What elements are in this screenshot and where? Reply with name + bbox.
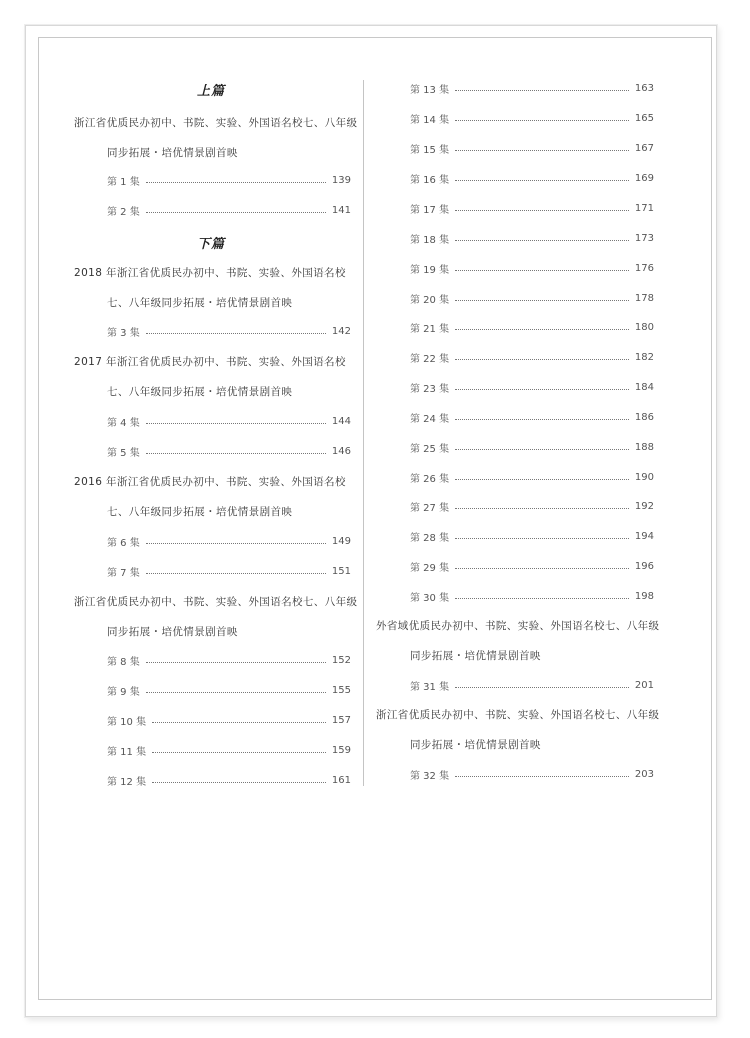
toc-entry-31[interactable] <box>410 677 654 693</box>
dot-leader <box>152 721 326 723</box>
toc-entry-14[interactable] <box>410 110 654 126</box>
episode-label: 第 14 集 <box>410 114 450 126</box>
dot-leader <box>455 179 629 181</box>
toc-entry-16[interactable] <box>410 170 654 186</box>
dot-leader <box>455 328 629 330</box>
dot-leader <box>455 269 629 271</box>
page-number: 163 <box>634 82 654 94</box>
episode-label: 第 28 集 <box>410 532 450 544</box>
toc-entry-4[interactable] <box>107 413 351 429</box>
toc-entry-21[interactable] <box>410 319 654 335</box>
episode-label: 第 21 集 <box>410 323 450 335</box>
episode-label: 第 17 集 <box>410 204 450 216</box>
page-number: 178 <box>634 292 654 304</box>
episode-label: 第 13 集 <box>410 84 450 96</box>
episode-label: 第 4 集 <box>107 417 140 429</box>
dot-leader <box>455 448 629 450</box>
page-number: 203 <box>634 768 654 780</box>
page-number: 165 <box>634 112 654 124</box>
dot-leader <box>455 89 629 91</box>
episode-label: 第 11 集 <box>107 746 147 758</box>
episode-label: 第 26 集 <box>410 473 450 485</box>
episode-label: 第 19 集 <box>410 264 450 276</box>
episode-label: 第 32 集 <box>410 770 450 782</box>
section-heading-line2: 七、八年级同步拓展・培优情景剧首映 <box>107 386 293 398</box>
toc-entry-2[interactable] <box>107 202 351 218</box>
section-heading-line1: 外省域优质民办初中、书院、实验、外国语名校七、八年级 <box>376 620 660 632</box>
toc-entry-19[interactable] <box>410 260 654 276</box>
toc-entry-25[interactable] <box>410 439 654 455</box>
episode-label: 第 27 集 <box>410 502 450 514</box>
episode-label: 第 15 集 <box>410 144 450 156</box>
toc-entry-1[interactable] <box>107 172 351 188</box>
toc-entry-5[interactable] <box>107 443 351 459</box>
page-number: 176 <box>634 262 654 274</box>
episode-label: 第 29 集 <box>410 562 450 574</box>
episode-label: 第 30 集 <box>410 592 450 604</box>
toc-entry-6[interactable] <box>107 533 351 549</box>
dot-leader <box>455 149 629 151</box>
toc-entry-24[interactable] <box>410 409 654 425</box>
episode-label: 第 23 集 <box>410 383 450 395</box>
toc-entry-22[interactable] <box>410 349 654 365</box>
episode-label: 第 18 集 <box>410 234 450 246</box>
page-number: 190 <box>634 471 654 483</box>
section-heading-line1: 浙江省优质民办初中、书院、实验、外国语名校七、八年级 <box>74 117 358 129</box>
dot-leader <box>455 686 629 688</box>
dot-leader <box>455 418 629 420</box>
section-heading-line1: 2016 年浙江省优质民办初中、书院、实验、外国语名校 <box>74 476 346 488</box>
dot-leader <box>455 775 629 777</box>
toc-entry-9[interactable] <box>107 682 351 698</box>
episode-label: 第 10 集 <box>107 716 147 728</box>
page-number: 161 <box>331 774 351 786</box>
dot-leader <box>146 661 326 663</box>
episode-label: 第 8 集 <box>107 656 140 668</box>
page-number: 149 <box>331 535 351 547</box>
page-number: 146 <box>331 445 351 457</box>
toc-entry-23[interactable] <box>410 379 654 395</box>
page-number: 188 <box>634 441 654 453</box>
page-number: 142 <box>331 325 351 337</box>
section-heading-line2: 同步拓展・培优情景剧首映 <box>410 739 541 751</box>
page-number: 192 <box>634 500 654 512</box>
part-title-lower: 下篇 <box>197 237 226 252</box>
dot-leader <box>455 358 629 360</box>
page-number: 186 <box>634 411 654 423</box>
episode-label: 第 2 集 <box>107 206 140 218</box>
toc-entry-32[interactable] <box>410 766 654 782</box>
toc-entry-18[interactable] <box>410 230 654 246</box>
dot-leader <box>455 299 629 301</box>
dot-leader <box>455 507 629 509</box>
toc-entry-3[interactable] <box>107 323 351 339</box>
toc-entry-28[interactable] <box>410 528 654 544</box>
section-heading-line2: 七、八年级同步拓展・培优情景剧首映 <box>107 297 293 309</box>
page-number: 155 <box>331 684 351 696</box>
section-heading-line1: 2017 年浙江省优质民办初中、书院、实验、外国语名校 <box>74 356 346 368</box>
page-number: 169 <box>634 172 654 184</box>
page-number: 157 <box>331 714 351 726</box>
dot-leader <box>152 781 326 783</box>
dot-leader <box>146 452 326 454</box>
dot-leader <box>455 209 629 211</box>
dot-leader <box>146 542 326 544</box>
page-number: 173 <box>634 232 654 244</box>
episode-label: 第 7 集 <box>107 567 140 579</box>
page-number: 182 <box>634 351 654 363</box>
episode-label: 第 24 集 <box>410 413 450 425</box>
dot-leader <box>146 211 326 213</box>
section-heading-line2: 同步拓展・培优情景剧首映 <box>107 626 238 638</box>
page-number: 194 <box>634 530 654 542</box>
toc-entry-26[interactable] <box>410 469 654 485</box>
episode-label: 第 3 集 <box>107 327 140 339</box>
toc-entry-13[interactable] <box>410 80 654 96</box>
toc-entry-12[interactable] <box>107 772 351 788</box>
toc-entry-7[interactable] <box>107 563 351 579</box>
episode-label: 第 5 集 <box>107 447 140 459</box>
dot-leader <box>146 332 326 334</box>
dot-leader <box>152 751 326 753</box>
page-number: 144 <box>331 415 351 427</box>
dot-leader <box>455 478 629 480</box>
dot-leader <box>146 572 326 574</box>
page-number: 171 <box>634 202 654 214</box>
page-number: 152 <box>331 654 351 666</box>
toc-entry-29[interactable] <box>410 558 654 574</box>
part-title-upper: 上篇 <box>197 84 226 99</box>
section-heading-line2: 同步拓展・培优情景剧首映 <box>410 650 541 662</box>
toc-entry-27[interactable] <box>410 498 654 514</box>
toc-entry-17[interactable] <box>410 200 654 216</box>
toc-entry-11[interactable] <box>107 742 351 758</box>
episode-label: 第 31 集 <box>410 681 450 693</box>
episode-label: 第 20 集 <box>410 294 450 306</box>
page-number: 201 <box>634 679 654 691</box>
toc-entry-30[interactable] <box>410 588 654 604</box>
page-number: 196 <box>634 560 654 572</box>
dot-leader <box>455 119 629 121</box>
section-heading-line1: 浙江省优质民办初中、书院、实验、外国语名校七、八年级 <box>376 709 660 721</box>
episode-label: 第 1 集 <box>107 176 140 188</box>
dot-leader <box>146 181 326 183</box>
episode-label: 第 6 集 <box>107 537 140 549</box>
episode-label: 第 25 集 <box>410 443 450 455</box>
toc-entry-20[interactable] <box>410 290 654 306</box>
page-number: 139 <box>331 174 351 186</box>
column-divider <box>363 80 364 786</box>
section-heading-line2: 同步拓展・培优情景剧首映 <box>107 147 238 159</box>
toc-entry-10[interactable] <box>107 712 351 728</box>
dot-leader <box>455 537 629 539</box>
episode-label: 第 9 集 <box>107 686 140 698</box>
page-number: 167 <box>634 142 654 154</box>
page-number: 180 <box>634 321 654 333</box>
episode-label: 第 16 集 <box>410 174 450 186</box>
dot-leader <box>455 239 629 241</box>
page-number: 141 <box>331 204 351 216</box>
section-heading-line2: 七、八年级同步拓展・培优情景剧首映 <box>107 506 293 518</box>
dot-leader <box>455 388 629 390</box>
episode-label: 第 22 集 <box>410 353 450 365</box>
dot-leader <box>455 567 629 569</box>
dot-leader <box>146 691 326 693</box>
dot-leader <box>455 597 629 599</box>
page-number: 151 <box>331 565 351 577</box>
page-number: 159 <box>331 744 351 756</box>
toc-entry-15[interactable] <box>410 140 654 156</box>
episode-label: 第 12 集 <box>107 776 147 788</box>
section-heading-line1: 浙江省优质民办初中、书院、实验、外国语名校七、八年级 <box>74 596 358 608</box>
section-heading-line1: 2018 年浙江省优质民办初中、书院、实验、外国语名校 <box>74 267 346 279</box>
page-number: 198 <box>634 590 654 602</box>
dot-leader <box>146 422 326 424</box>
toc-entry-8[interactable] <box>107 652 351 668</box>
page-number: 184 <box>634 381 654 393</box>
